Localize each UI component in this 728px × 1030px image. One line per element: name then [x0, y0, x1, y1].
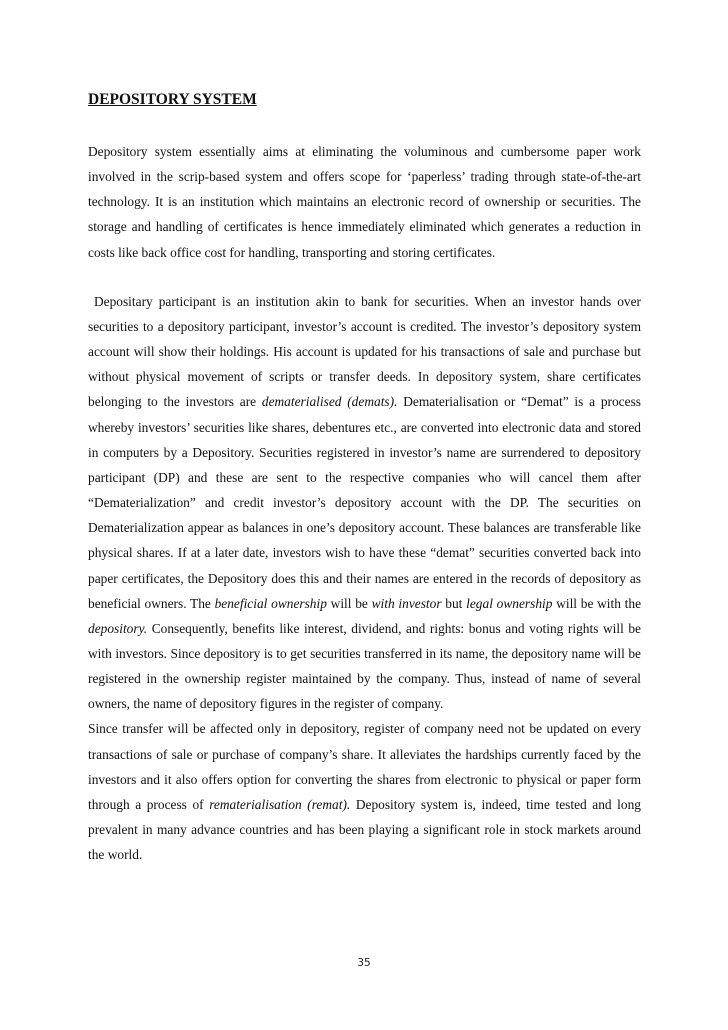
text-run: Since transfer will be affected only in depository, register of company need not be updated on every transactions of sale or purchase of company’s share. It alleviates the hardships currently faced by the investors and it also offers option for converting the shares from electronic to physical or paper form through a process of — [88, 721, 641, 812]
italic-term-with-investor: with investor — [371, 595, 442, 611]
text-run: Consequently, benefits like interest, dividend, and rights: bonus and voting rights will be with investors. Since depository is to get securities transferred in its name, the depository name will be registered in the ownership register maintained by the company. Thus, instead of name of several owners, the name of depository figures in the register of company. — [88, 620, 641, 712]
text-run: Dematerialisation or “Demat” is a process whereby investors’ securities like shares, debentures etc., are converted into electronic data and stored in computers by a Depository. Securities registered in investor’s name are surrendered to depository participant (DP) and these are sent to the respective companies who will cancel them after “Dematerialization” and credit investor’s depository account with the DP. The securities on Dematerialization appear as balances in one’s depository account. These balances are transferable like physical shares. If at a later date, investors wish to have these “demat” securities converted back into paper certificates, the Depository does this and their names are entered in the records of depository as beneficial owners. The — [88, 394, 641, 611]
text-run: but — [441, 595, 467, 611]
page-number: 35 — [357, 957, 371, 969]
paragraph-transfer — [88, 716, 641, 867]
text-run: Depository system is, indeed, time tested and long prevalent in many advance countries and has been playing a significant role in stock markets around the world. — [88, 796, 641, 863]
text-run: Depositary participant is an institution akin to bank for securities. When an investor hands over securities to a depository participant, investor’s account is credited. The investor’s depository system account will show their holdings. His account is updated for his transactions of sale and purchase but without physical movement of scripts or transfer deeds. In depository system, share certificates belonging to the investors are — [88, 293, 641, 410]
italic-term-depository: depository. — [88, 620, 148, 636]
section-heading: DEPOSITORY SYSTEM — [88, 91, 257, 108]
paragraph-intro: Depository system essentially aims at eliminating the voluminous and cumbersome paper work involved in the scrip-based system and offers scope for ‘paperless’ trading through state-of-the-art technology. It is an institution which maintains an electronic record of ownership or securities. The storage and handling of certificates is hence immediately eliminated which generates a reduction in costs like back office cost for handling, transporting and storing certificates. — [88, 144, 641, 260]
text-run: will be — [326, 595, 372, 611]
page-content — [88, 89, 641, 867]
text-run: will be with the — [552, 595, 642, 611]
italic-term-legal-ownership: legal ownership — [466, 595, 553, 611]
italic-term-dematerialised: dematerialised (demats). — [261, 394, 398, 410]
italic-term-beneficial-ownership: beneficial ownership — [214, 595, 327, 611]
paragraph-depositary-participant — [88, 289, 641, 717]
italic-term-rematerialisation: rematerialisation (remat). — [209, 796, 351, 812]
